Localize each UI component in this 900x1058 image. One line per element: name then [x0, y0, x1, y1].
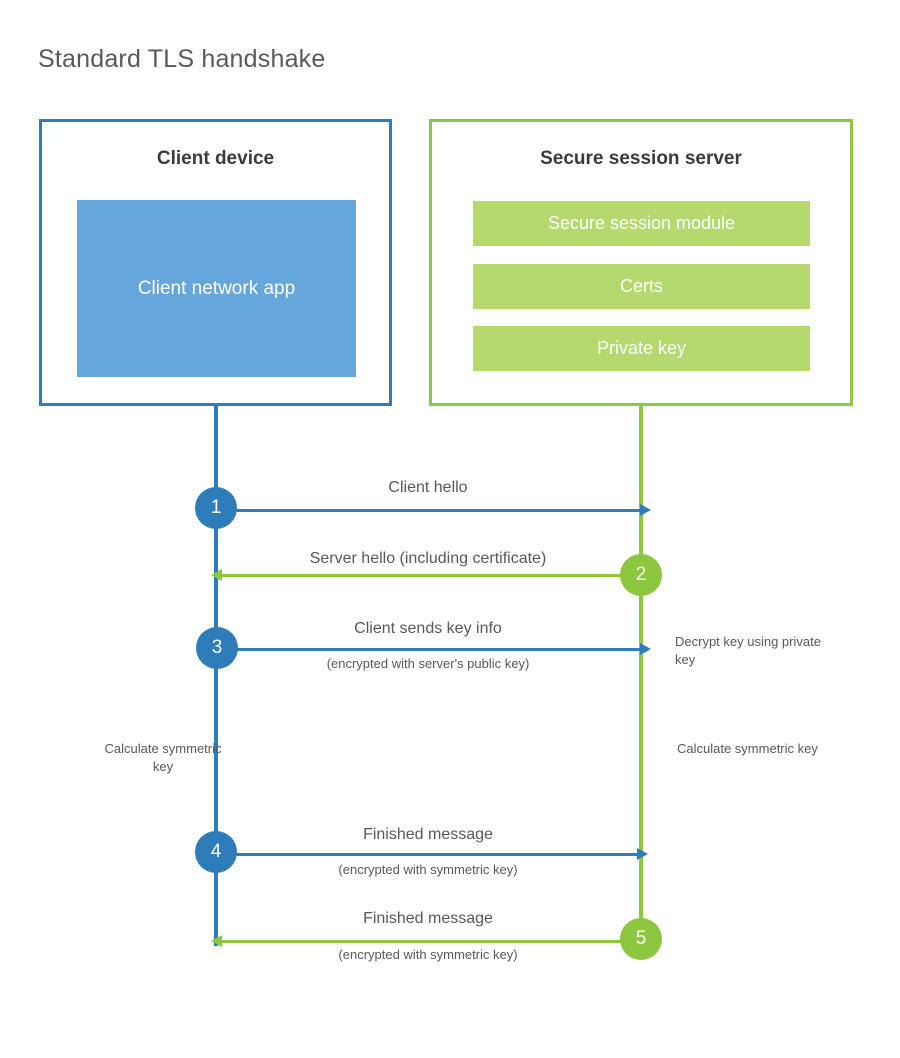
client-network-app-block: Client network app [77, 200, 356, 377]
secure-session-server-title: Secure session server [540, 148, 742, 169]
arrow-server-hello [222, 574, 640, 577]
step-label-5: Finished message [363, 910, 493, 927]
step-badge-5: 5 [620, 918, 662, 960]
client-device-title: Client device [156, 148, 275, 169]
arrowhead-right-icon [640, 643, 651, 655]
note-decrypt-key: Decrypt key using private key [675, 634, 821, 667]
arrow-server-finished [222, 940, 640, 943]
arrowhead-right-icon [637, 848, 648, 860]
step-badge-3: 3 [196, 627, 238, 669]
step-label-1: Client hello [388, 479, 468, 496]
step-badge-4: 4 [195, 831, 237, 873]
step-sublabel-5: (encrypted with symmetric key) [338, 947, 518, 962]
arrow-client-key-info [216, 648, 640, 651]
step-label-4: Finished message [363, 826, 493, 843]
step-badge-2: 2 [620, 554, 662, 596]
arrowhead-left-icon [211, 935, 222, 947]
step-sublabel-4: (encrypted with symmetric key) [338, 862, 518, 877]
step-label-2: Server hello (including certificate) [309, 550, 547, 567]
arrow-client-finished [216, 853, 637, 856]
server-item-certs: Certs [473, 264, 810, 309]
note-calculate-symmetric-key-client: Calculate symmetric key [104, 741, 222, 774]
arrowhead-right-icon [640, 504, 651, 516]
step-badge-1: 1 [195, 487, 237, 529]
server-item-private-key: Private key [473, 326, 810, 371]
step-label-3: Client sends key info [354, 620, 502, 637]
server-item-secure-session-module: Secure session module [473, 201, 810, 246]
arrowhead-left-icon [211, 569, 222, 581]
note-calculate-symmetric-key-server: Calculate symmetric key [677, 741, 818, 756]
page-title: Standard TLS handshake [38, 44, 326, 73]
step-sublabel-3: (encrypted with server's public key) [326, 656, 530, 671]
arrow-client-hello [216, 509, 640, 512]
